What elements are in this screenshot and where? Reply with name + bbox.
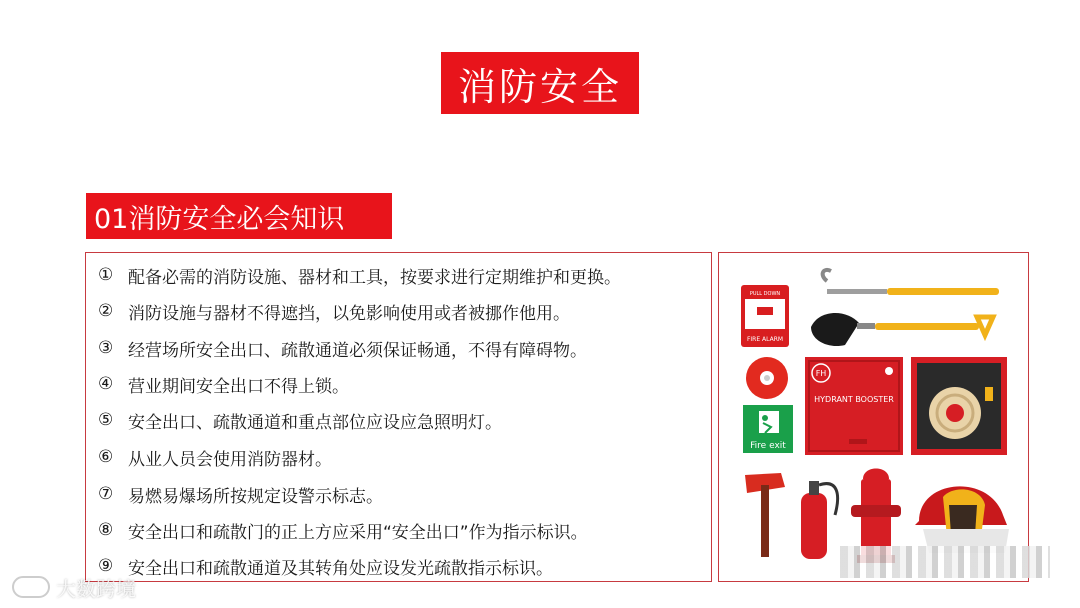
watermark (12, 574, 136, 600)
shovel-icon (811, 313, 993, 346)
list-item-text: 经营场所安全出口、疏散通道必须保证畅通，不得有障碍物。 (128, 340, 587, 361)
list-item (98, 515, 588, 545)
hydrant-booster-cabinet-icon (805, 357, 903, 455)
list-item (98, 479, 383, 509)
list-item-text: 安全出口和疏散门的正上方应采用“安全出口”作为指示标识。 (128, 522, 588, 543)
list-item-number: ⑤ (98, 410, 114, 430)
fire-alarm-pull-station-icon (741, 285, 789, 347)
fire-hook-pole-icon (823, 270, 999, 295)
list-item (98, 551, 553, 581)
list-item-number: ① (98, 265, 114, 285)
list-item-number: ⑧ (98, 520, 114, 540)
fire-alarm-top-label: PULL DOWN (749, 291, 781, 297)
list-item-text: 安全出口和疏散通道及其转角处应设发光疏散指示标识。 (128, 558, 553, 579)
list-item-text: 消防设施与器材不得遮挡，以免影响使用或者被挪作他用。 (128, 303, 570, 324)
list-item (98, 442, 332, 472)
list-item (98, 260, 621, 290)
list-item-number: ⑥ (98, 447, 114, 467)
hydrant-box-mark: FH (815, 369, 827, 378)
list-item (98, 369, 349, 399)
list-item-text: 营业期间安全出口不得上锁。 (128, 376, 349, 397)
exit-sign-label: Fire exit (750, 441, 786, 451)
list-item (98, 333, 587, 363)
alarm-bell-icon (746, 357, 788, 399)
page-title: 消防安全 (441, 52, 639, 114)
watermark-logo-icon (12, 576, 50, 598)
hose-reel-cabinet-icon (911, 357, 1007, 455)
fire-equipment-illustration (718, 252, 1029, 582)
fire-exit-sign-icon (743, 405, 793, 453)
firefighter-helmet-icon (915, 486, 1009, 553)
fire-alarm-label: FIRE ALARM (746, 336, 784, 343)
list-item (98, 405, 502, 435)
section-heading: 01消防安全必会知识 (86, 193, 392, 239)
list-item-text: 易燃易爆场所按规定设警示标志。 (128, 486, 383, 507)
list-item-text: 配备必需的消防设施、器材和工具，按要求进行定期维护和更换。 (128, 267, 621, 288)
list-item-number: ⑦ (98, 484, 114, 504)
list-item-text: 安全出口、疏散通道和重点部位应设应急照明灯。 (128, 412, 502, 433)
hydrant-box-label: HYDRANT BOOSTER (814, 395, 894, 404)
list-item-text: 从业人员会使用消防器材。 (128, 449, 332, 470)
safety-rules-list (85, 252, 712, 582)
list-item-number: ③ (98, 338, 114, 358)
fire-axe-icon (745, 473, 785, 557)
watermark-text: 大数跨境 (56, 576, 136, 601)
list-item (98, 296, 570, 326)
list-item-number: ④ (98, 374, 114, 394)
list-item-number: ⑨ (98, 556, 114, 576)
blurred-overlay (840, 546, 1050, 578)
list-item-number: ② (98, 301, 114, 321)
fire-extinguisher-icon (801, 481, 838, 559)
